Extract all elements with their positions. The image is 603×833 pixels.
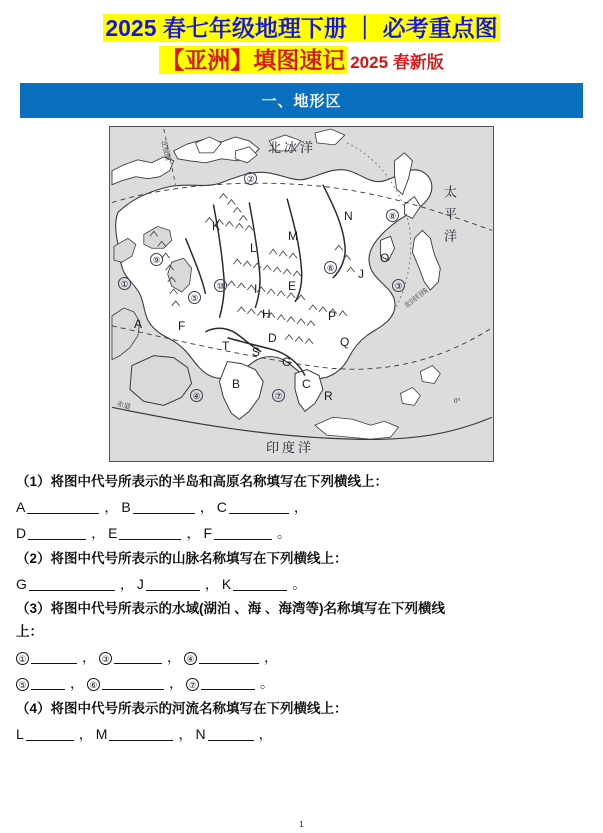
map-code-8: ⑧ xyxy=(386,209,399,222)
question-1-answer-row-2 xyxy=(16,522,587,544)
map-code-4: ④ xyxy=(190,389,203,402)
map-code-B: B xyxy=(232,377,241,392)
question-1-answer-row-1 xyxy=(16,496,587,518)
comma-9: ， xyxy=(167,648,181,665)
comma-1: ， xyxy=(104,499,119,516)
answer-key-3: ③ xyxy=(99,652,112,665)
map-code-I: I xyxy=(254,282,258,297)
map-code-T: T xyxy=(222,339,230,354)
map-code-R: R xyxy=(324,389,333,404)
map-code-P: P xyxy=(328,309,337,324)
answer-blank-N[interactable] xyxy=(208,726,254,740)
map-code-S: S xyxy=(252,345,261,360)
map-code-9: ⑨ xyxy=(150,253,163,266)
map-code-D: D xyxy=(268,331,277,346)
question-2-prompt: （2）将图中代号所表示的山脉名称填写在下列横线上： xyxy=(16,550,348,566)
map-code-O: O xyxy=(380,251,390,266)
question-1-prompt: （1）将图中代号所表示的半岛和高原名称填写在下列横线上： xyxy=(16,474,389,490)
map-code-M: M xyxy=(288,229,298,244)
map-code-L: L xyxy=(250,241,257,256)
map-code-E: E xyxy=(288,279,297,294)
answer-key-C: C xyxy=(216,499,227,516)
map-code-H: H xyxy=(262,307,271,322)
map-code-6: ⑥ xyxy=(324,261,337,274)
comma-11: ， xyxy=(70,675,84,692)
comma-4: ， xyxy=(91,525,106,542)
map-code-3: ③ xyxy=(392,279,405,292)
questions-section xyxy=(0,462,603,745)
answer-key-D: D xyxy=(16,525,27,542)
question-3-answer-row-1 xyxy=(16,646,587,668)
map-code-A: A xyxy=(134,317,143,332)
comma-5: ， xyxy=(186,525,201,542)
comma-15: ， xyxy=(258,725,273,742)
comma-10: ， xyxy=(264,648,278,665)
map-code-7: ⑦ xyxy=(272,389,285,402)
page-number: 1 xyxy=(299,820,304,829)
map-label-equator: 赤道 xyxy=(115,400,132,412)
title-line-1-text: 2025 春七年级地理下册 ｜ 必考重点图 xyxy=(105,15,498,41)
answer-key-M: M xyxy=(95,725,108,742)
title-line-2 xyxy=(0,46,603,74)
comma-2: ， xyxy=(199,499,214,516)
answer-blank-5[interactable] xyxy=(31,676,65,690)
answer-key-1: ① xyxy=(16,652,29,665)
title-line-2-main: 【亚洲】填图速记 xyxy=(161,47,346,74)
map-code-Q: Q xyxy=(340,335,350,350)
period-3: 。 xyxy=(260,675,274,692)
question-4-prompt: （4）将图中代号所表示的河流名称填写在下列横线上： xyxy=(16,700,348,716)
map-label-zero-degree: 0° xyxy=(454,397,461,406)
map-code-F: F xyxy=(178,319,186,334)
map-code-J: J xyxy=(358,267,364,282)
map-label-indian-ocean: 印度洋 xyxy=(266,440,315,456)
answer-blank-D[interactable] xyxy=(28,526,86,540)
map-code-2: ② xyxy=(244,172,257,185)
answer-key-E: E xyxy=(108,525,118,542)
answer-key-L: L xyxy=(16,725,24,742)
comma-3: ， xyxy=(293,499,308,516)
answer-blank-M[interactable] xyxy=(109,726,173,740)
answer-key-A: A xyxy=(16,499,26,516)
answer-blank-L[interactable] xyxy=(26,726,74,740)
map-code-C: C xyxy=(302,377,311,392)
answer-blank-6[interactable] xyxy=(102,676,164,690)
answer-key-5: ⑤ xyxy=(16,678,29,691)
asia-outline-map xyxy=(109,126,494,462)
answer-blank-J[interactable] xyxy=(146,576,200,590)
answer-key-N: N xyxy=(195,725,206,742)
period-2: 。 xyxy=(292,575,307,592)
comma-7: ， xyxy=(204,575,219,592)
answer-key-F: F xyxy=(203,525,213,542)
answer-blank-3[interactable] xyxy=(114,650,162,664)
answer-blank-B[interactable] xyxy=(133,500,195,514)
answer-blank-7[interactable] xyxy=(201,676,255,690)
map-code-K: K xyxy=(212,219,221,234)
answer-key-G: G xyxy=(16,575,27,592)
title-line-2-suffix: 2025 春新版 xyxy=(350,53,444,73)
map-code-5: ⑤ xyxy=(188,291,201,304)
answer-key-J: J xyxy=(136,575,144,592)
section-banner-label: 一、地形区 xyxy=(261,93,342,111)
title-line-1 xyxy=(0,14,603,42)
map-vector xyxy=(110,127,493,461)
map-label-arctic-circle: 北极圈 xyxy=(159,139,173,162)
map-code-10: ⑩ xyxy=(214,279,227,292)
answer-blank-1[interactable] xyxy=(31,650,77,664)
answer-key-B: B xyxy=(121,499,131,516)
answer-key-6: ⑥ xyxy=(87,678,100,691)
question-4-answer-row-1 xyxy=(16,723,587,745)
document-title-block xyxy=(0,0,603,74)
section-banner xyxy=(20,83,583,118)
answer-blank-4[interactable] xyxy=(199,650,259,664)
map-label-arctic-ocean: 北冰洋 xyxy=(268,140,317,156)
question-3-prompt: （3）将图中代号所表示的水域(湖泊 、海 、海湾等)名称填写在下列横线 xyxy=(16,601,445,617)
map-code-G: G xyxy=(282,355,292,370)
answer-blank-C[interactable] xyxy=(229,500,289,514)
answer-key-7: ⑦ xyxy=(186,678,199,691)
answer-key-K: K xyxy=(221,575,232,592)
answer-blank-A[interactable] xyxy=(27,500,99,514)
answer-key-4: ④ xyxy=(184,652,197,665)
answer-blank-K[interactable] xyxy=(233,576,287,590)
comma-13: ， xyxy=(78,725,93,742)
map-label-tropic-of-cancer: 北回归线 xyxy=(402,286,430,311)
question-3-answer-row-2 xyxy=(16,672,587,694)
comma-14: ， xyxy=(178,725,193,742)
map-code-1: ① xyxy=(118,277,131,290)
answer-blank-G[interactable] xyxy=(29,576,115,590)
question-3-prompt-cont: 上： xyxy=(16,624,43,640)
answer-blank-E[interactable] xyxy=(119,526,181,540)
comma-12: ， xyxy=(169,675,183,692)
answer-blank-F[interactable] xyxy=(214,526,272,540)
map-label-pacific-ocean: 太平洋 xyxy=(442,185,457,252)
period-1: 。 xyxy=(277,525,292,542)
comma-8: ， xyxy=(82,648,96,665)
comma-6: ， xyxy=(119,575,134,592)
question-2-answer-row-1 xyxy=(16,573,587,595)
map-code-N: N xyxy=(344,209,353,224)
